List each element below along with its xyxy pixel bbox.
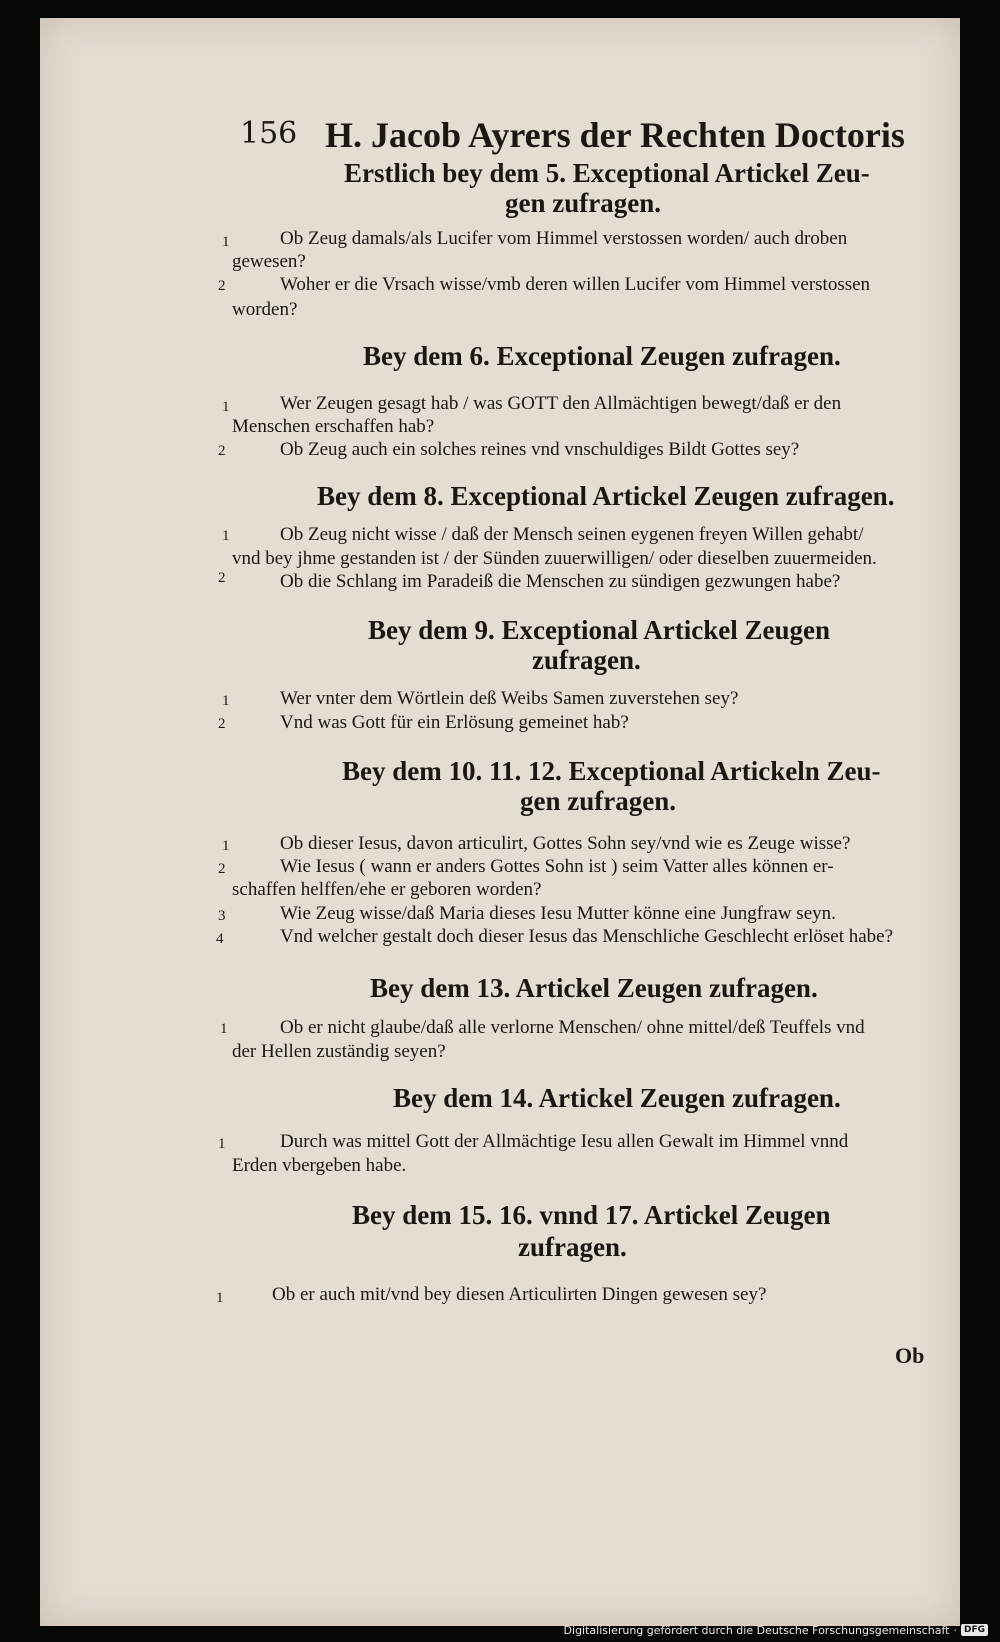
item-line: Ob er nicht glaube/daß alle verlorne Menschen/ ohne mittel/deß Teuffels vnd <box>280 1017 865 1038</box>
item-number: 1 <box>222 838 230 854</box>
item-number: 2 <box>218 861 226 877</box>
item-line: Wer Zeugen gesagt hab / was GOTT den Allmächtigen bewegt/daß er den <box>280 393 842 414</box>
catchword: Ob <box>895 1343 925 1368</box>
item-line: Erden vbergeben habe. <box>232 1155 407 1176</box>
section-heading: zufragen. <box>518 1232 627 1262</box>
item-line: Woher er die Vrsach wisse/vmb deren willen Lucifer vom Himmel verstossen <box>280 274 871 295</box>
section-heading: Bey dem 6. Exceptional Zeugen zufragen. <box>363 341 841 371</box>
item-number: 1 <box>222 399 230 415</box>
section-heading: Bey dem 10. 11. 12. Exceptional Artickeln Zeu- <box>342 756 881 786</box>
item-line: Ob dieser Iesus, davon articulirt, Gottes Sohn sey/vnd wie es Zeuge wisse? <box>280 833 851 854</box>
section-heading: Bey dem 15. 16. vnnd 17. Artickel Zeugen <box>352 1200 831 1230</box>
book-page <box>40 18 960 1626</box>
item-number: 1 <box>222 693 230 709</box>
section-heading: gen zufragen. <box>520 786 676 816</box>
item-line: Vnd was Gott für ein Erlösung gemeinet hab? <box>280 712 629 733</box>
section-heading: Bey dem 13. Artickel Zeugen zufragen. <box>370 973 818 1003</box>
text-block <box>40 18 960 1626</box>
running-title: H. Jacob Ayrers der Rechten Doctoris <box>325 115 905 155</box>
section-heading: Bey dem 14. Artickel Zeugen zufragen. <box>393 1083 841 1113</box>
item-number: 2 <box>218 570 226 586</box>
item-number: 1 <box>220 1021 228 1037</box>
section-heading: zufragen. <box>532 645 641 675</box>
item-line: Ob er auch mit/vnd bey diesen Articulirten Dingen gewesen sey? <box>272 1284 767 1305</box>
item-line: Ob Zeug auch ein solches reines vnd vnschuldiges Bildt Gottes sey? <box>280 439 800 460</box>
item-number: 1 <box>218 1136 226 1152</box>
item-number: 4 <box>216 931 224 947</box>
item-number: 2 <box>218 278 226 294</box>
item-line: der Hellen zuständig seyen? <box>232 1041 446 1062</box>
item-line: gewesen? <box>232 251 306 272</box>
section-heading: Bey dem 9. Exceptional Artickel Zeugen <box>368 615 830 645</box>
item-line: Ob Zeug nicht wisse / daß der Mensch seinen eygenen freyen Willen gehabt/ <box>280 524 864 545</box>
item-number: 2 <box>218 716 226 732</box>
item-line: Wer vnter dem Wörtlein deß Weibs Samen zuverstehen sey? <box>280 688 739 709</box>
item-number: 1 <box>222 528 230 544</box>
item-line: Ob Zeug damals/als Lucifer vom Himmel verstossen worden/ auch droben <box>280 228 848 249</box>
section-heading: gen zufragen. <box>505 188 661 218</box>
item-line: worden? <box>232 299 298 320</box>
item-number: 1 <box>216 1290 224 1306</box>
item-line: Wie Zeug wisse/daß Maria dieses Iesu Mutter könne eine Jungfraw seyn. <box>280 903 836 924</box>
item-number: 2 <box>218 443 226 459</box>
item-line: schaffen helffen/ehe er geboren worden? <box>232 879 542 900</box>
footer-separator: · <box>953 1623 957 1637</box>
page-number: 156 <box>240 116 298 151</box>
digitization-credit <box>564 1622 988 1638</box>
item-line: Durch was mittel Gott der Allmächtige Iesu allen Gewalt im Himmel vnnd <box>280 1131 849 1152</box>
item-line: vnd bey jhme gestanden ist / der Sünden zuuerwilligen/ oder dieselben zuuermeiden. <box>232 548 877 569</box>
item-line: Ob die Schlang im Paradeiß die Menschen zu sündigen gezwungen habe? <box>280 571 841 592</box>
item-number: 3 <box>218 908 226 924</box>
item-line: Wie Iesus ( wann er anders Gottes Sohn ist ) seim Vatter alles können er- <box>280 856 834 877</box>
item-line: Vnd welcher gestalt doch dieser Iesus das Menschliche Geschlecht erlöset habe? <box>280 926 894 947</box>
item-number: 1 <box>222 234 230 250</box>
section-heading: Erstlich bey dem 5. Exceptional Artickel Zeu- <box>344 158 870 188</box>
item-line: Menschen erschaffen hab? <box>232 416 435 437</box>
section-heading: Bey dem 8. Exceptional Artickel Zeugen zufragen. <box>317 481 895 511</box>
dfg-logo-icon: DFG <box>961 1624 988 1636</box>
footer-text: Digitalisierung gefördert durch die Deutsche Forschungsgemeinschaft <box>563 1623 950 1637</box>
